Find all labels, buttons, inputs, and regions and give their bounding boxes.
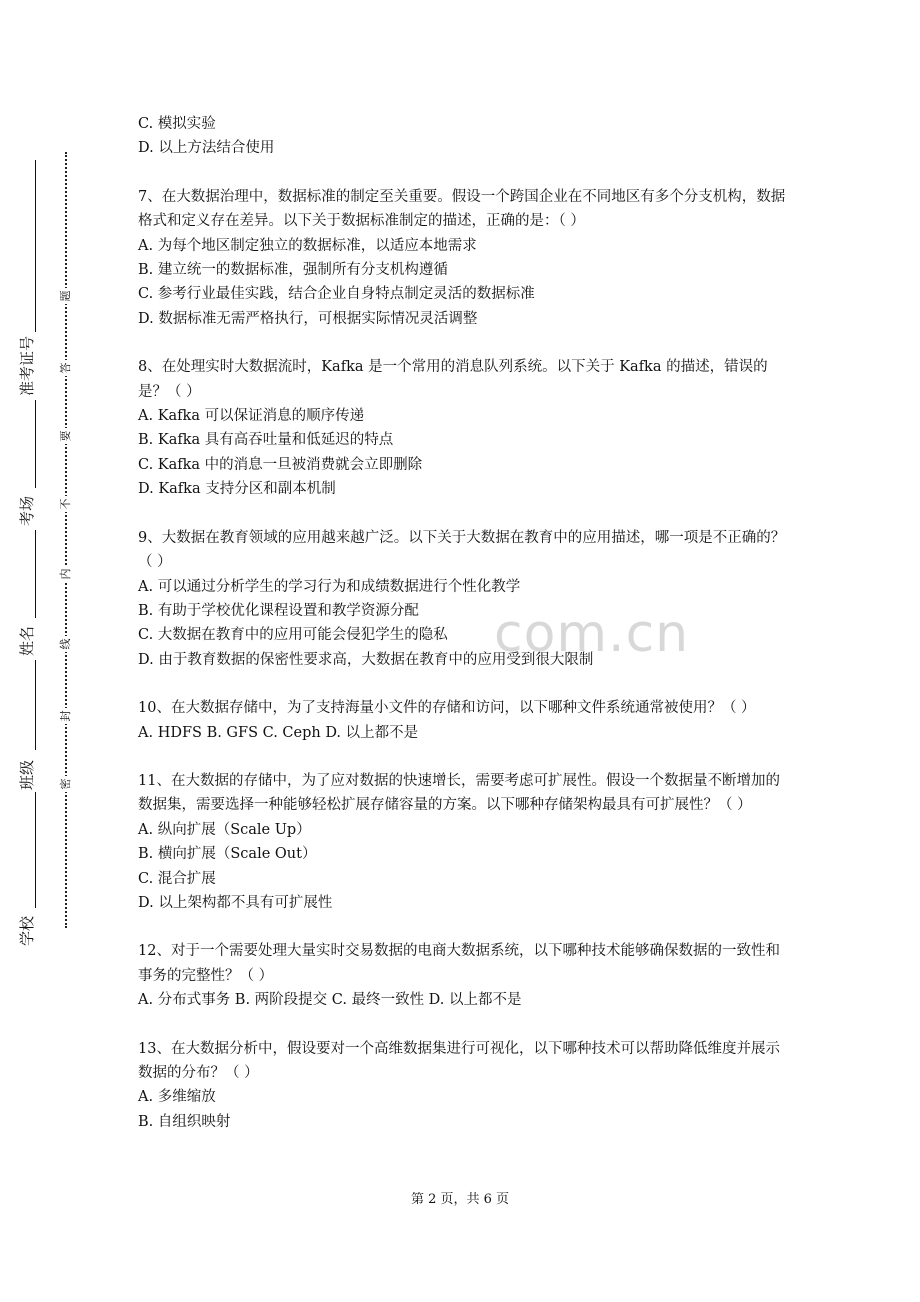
school-line bbox=[35, 792, 36, 908]
exam-room-line bbox=[35, 400, 36, 488]
question-text: 11、在大数据的存储中，为了应对数据的快速增长，需要考虑可扩展性。假设一个数据量不断增加的数据集，需要选择一种能够轻松扩展存储容量的方案。以下哪种存储架构最具有可扩展性？（ ） bbox=[138, 772, 780, 814]
seal-char: 题 bbox=[58, 288, 74, 304]
question-10 bbox=[138, 696, 786, 745]
option: B. Kafka 具有高吞吐量和低延迟的特点 bbox=[138, 432, 394, 449]
question-text: 12、对于一个需要处理大量实时交易数据的电商大数据系统，以下哪种技术能够确保数据的一致性和事务的完整性？（ ） bbox=[138, 943, 780, 984]
exam-id-line bbox=[35, 160, 36, 332]
question-12 bbox=[138, 939, 786, 1012]
previous-question-options bbox=[138, 112, 786, 161]
watermark: com.cn bbox=[494, 604, 690, 664]
option: B. 建立统一的数据标准，强制所有分支机构遵循 bbox=[138, 262, 448, 279]
question-11 bbox=[138, 769, 786, 915]
seal-char: 不 bbox=[58, 496, 74, 512]
option: A. HDFS B. GFS C. Ceph D. 以上都不是 bbox=[138, 724, 419, 741]
option: C. 大数据在教育中的应用可能会侵犯学生的隐私 bbox=[138, 627, 448, 644]
question-text: 7、在大数据治理中，数据标准的制定至关重要。假设一个跨国企业在不同地区有多个分支机构，数据格式和定义存在差异。以下关于数据标准制定的描述，正确的是：（ ） bbox=[138, 188, 786, 230]
seal-char: 内 bbox=[58, 566, 74, 582]
question-list bbox=[138, 112, 786, 1134]
question-13 bbox=[138, 1037, 786, 1135]
page-footer: 第 2 页，共 6 页 bbox=[410, 1192, 510, 1207]
option: A. 分布式事务 B. 两阶段提交 C. 最终一致性 D. 以上都不是 bbox=[138, 992, 522, 1009]
name-label: 姓名 bbox=[18, 625, 36, 656]
option: D. 数据标准无需严格执行，可根据实际情况灵活调整 bbox=[138, 310, 478, 327]
class-label: 班级 bbox=[18, 759, 36, 790]
option: A. Kafka 可以保证消息的顺序传递 bbox=[138, 408, 365, 425]
question-8 bbox=[138, 355, 786, 501]
option: D. 以上方法结合使用 bbox=[138, 140, 275, 157]
seal-char: 要 bbox=[58, 428, 74, 444]
option: D. 由于教育数据的保密性要求高，大数据在教育中的应用受到很大限制 bbox=[138, 651, 594, 668]
option: A. 为每个地区制定独立的数据标准，以适应本地需求 bbox=[138, 237, 477, 254]
seal-char: 答 bbox=[58, 360, 74, 376]
question-9 bbox=[138, 526, 786, 672]
option: C. 参考行业最佳实践，结合企业自身特点制定灵活的数据标准 bbox=[138, 286, 535, 303]
seal-char: 封 bbox=[58, 708, 74, 724]
seal-char: 密 bbox=[58, 776, 74, 792]
option: B. 横向扩展（Scale Out） bbox=[138, 846, 317, 863]
name-line bbox=[35, 530, 36, 618]
question-text: 10、在大数据存储中，为了支持海量小文件的存储和访问，以下哪种文件系统通常被使用？（ ） bbox=[138, 700, 756, 717]
school-label: 学校 bbox=[18, 915, 36, 946]
option: A. 可以通过分析学生的学习行为和成绩数据进行个性化教学 bbox=[138, 578, 521, 595]
option: D. Kafka 支持分区和副本机制 bbox=[138, 481, 336, 498]
exam-id-label: 准考证号 bbox=[18, 335, 36, 396]
option: A. 多维缩放 bbox=[138, 1089, 216, 1106]
question-7 bbox=[138, 185, 786, 331]
option: C. 模拟实验 bbox=[138, 116, 216, 132]
question-text: 9、大数据在教育领域的应用越来越广泛。以下关于大数据在教育中的应用描述，哪一项是不正确的？（ ） bbox=[138, 529, 786, 571]
option: B. 自组织映射 bbox=[138, 1113, 231, 1130]
option: B. 有助于学校优化课程设置和教学资源分配 bbox=[138, 602, 419, 619]
class-line bbox=[35, 660, 36, 750]
option: D. 以上架构都不具有可扩展性 bbox=[138, 894, 333, 911]
seal-char: 线 bbox=[58, 636, 74, 652]
option: C. Kafka 中的消息一旦被消费就会立即删除 bbox=[138, 456, 423, 473]
exam-room-label: 考场 bbox=[18, 495, 36, 526]
option: A. 纵向扩展（Scale Up） bbox=[138, 821, 311, 838]
question-text: 8、在处理实时大数据流时，Kafka 是一个常用的消息队列系统。以下关于 Kafka 的描述，错误的是？（ ） bbox=[138, 359, 768, 400]
seal-dotted-line bbox=[65, 152, 67, 928]
option: C. 混合扩展 bbox=[138, 870, 216, 887]
question-text: 13、在大数据分析中，假设要对一个高维数据集进行可视化，以下哪种技术可以帮助降低维度并展示数据的分布？（ ） bbox=[138, 1040, 780, 1081]
